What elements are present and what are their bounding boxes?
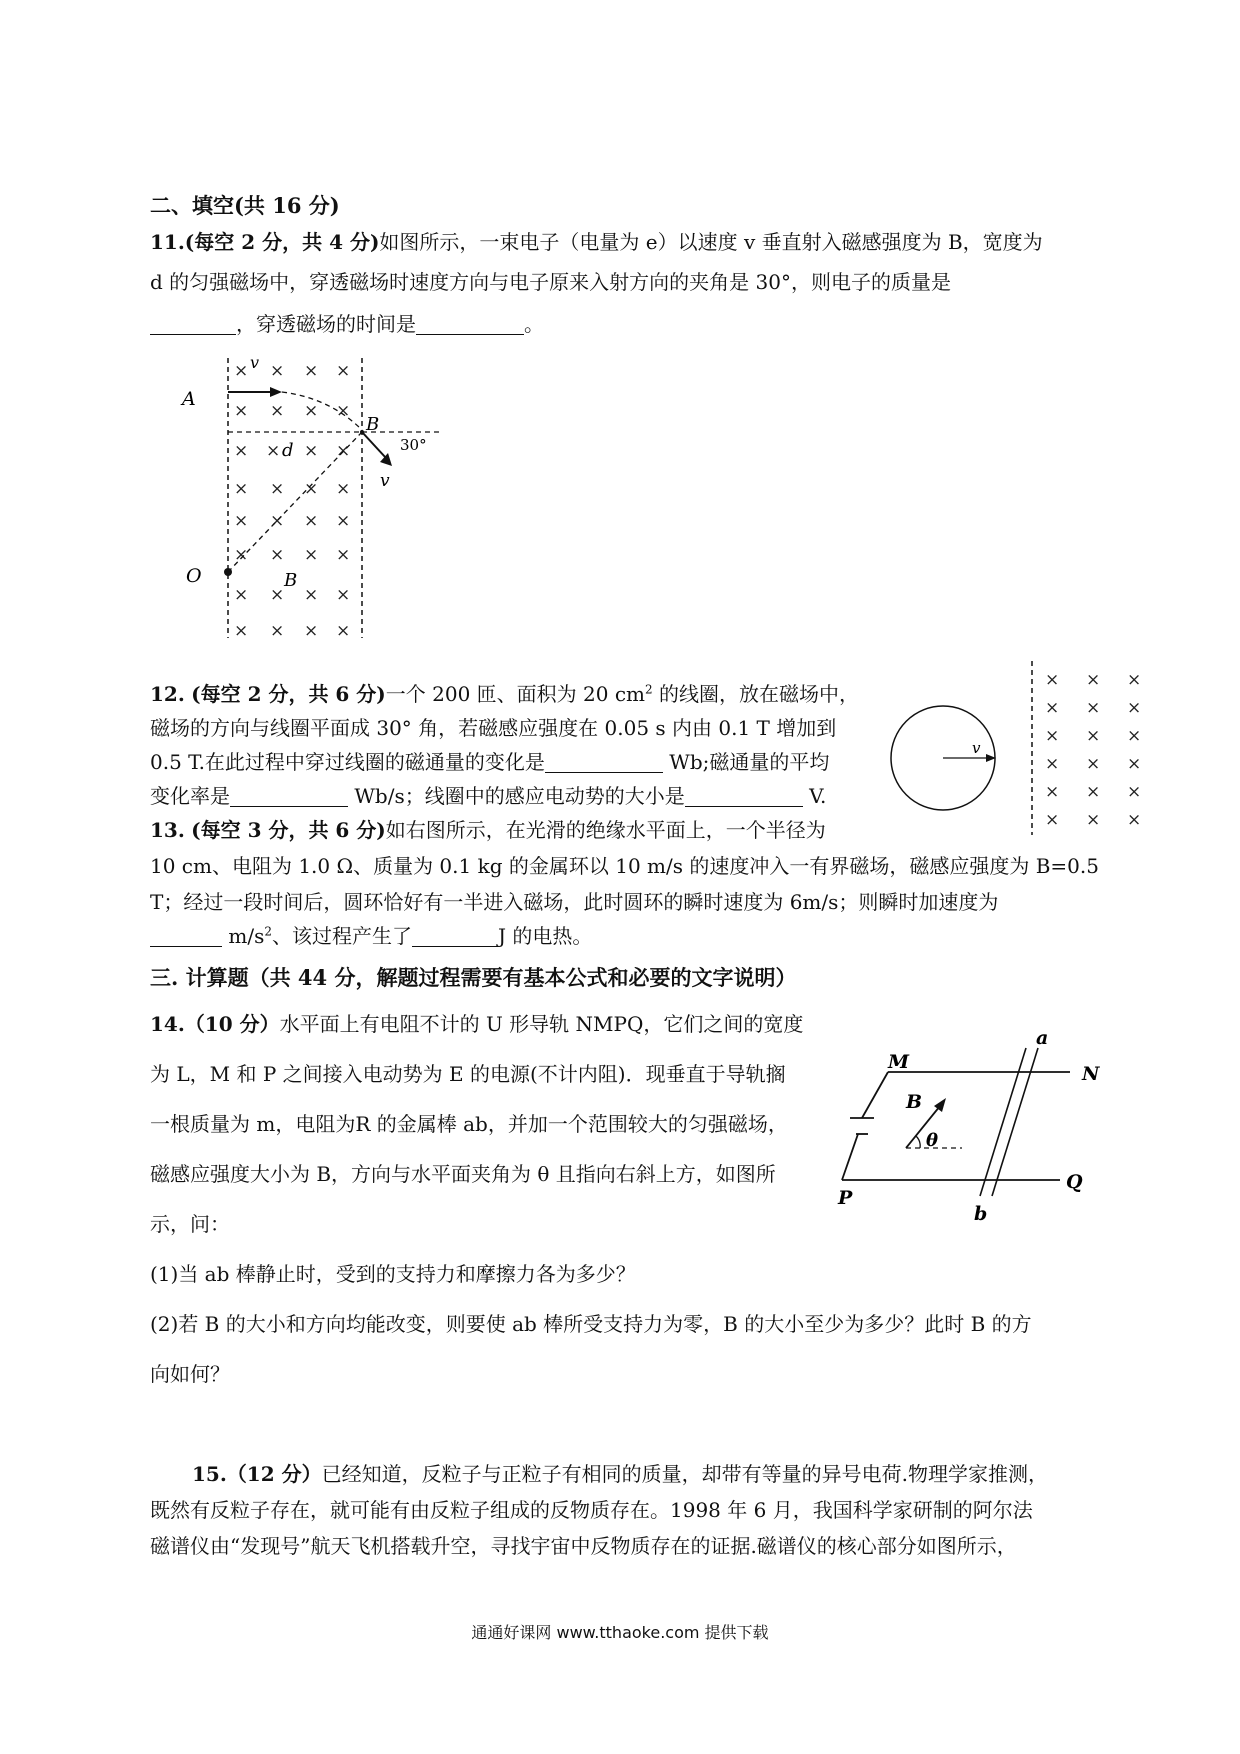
- q14-part-2a: (2)若 B 的大小和方向均能改变，则要使 ab 棒所受支持力为零，B 的大小至少为多少？此时 B 的方: [150, 1312, 1032, 1336]
- q13-figure: [880, 655, 1180, 840]
- cross-mark: ×: [336, 621, 351, 641]
- fig14-label-theta: θ: [926, 1130, 939, 1151]
- cross-mark: ×: [1045, 754, 1060, 774]
- q14-line-4: 磁感应强度大小为 B，方向与水平面夹角为 θ 且指向右斜上方，如图所: [150, 1162, 776, 1186]
- section-2-title: 二、填空(共 16 分): [150, 193, 340, 218]
- q12-text-4-mid: Wb/s；线圈中的感应电动势的大小是: [354, 784, 685, 808]
- q12-line-2: 磁场的方向与线圈平面成 30° 角，若磁感应强度在 0.05 s 内由 0.1 T 增加到: [150, 716, 837, 740]
- cross-mark: ×: [1127, 698, 1142, 718]
- q13-number: 13.: [150, 818, 185, 842]
- cross-mark: ×: [1086, 698, 1101, 718]
- fig11-label-d: d: [282, 440, 294, 461]
- q15-line-3: 磁谱仪由“发现号”航天飞机搭载升空，寻找宇宙中反物质存在的证据.磁谱仪的核心部分如图所示，: [150, 1534, 1017, 1558]
- q12-line-4: [150, 782, 826, 810]
- fig14-label-P: P: [838, 1187, 853, 1209]
- fig11-label-B-bottom: B: [284, 570, 298, 591]
- cross-mark: ×: [234, 545, 249, 565]
- cross-mark: ×: [1127, 670, 1142, 690]
- q14-line-1: [150, 1010, 803, 1038]
- q14-part-2b: 向如何？: [150, 1362, 230, 1386]
- q12-text-3-unit: Wb;磁通量的平均: [669, 750, 830, 774]
- q12-text-1-end: 的线圈，放在磁场中，: [652, 682, 859, 706]
- cross-mark: ×: [304, 361, 319, 381]
- q11-points: (每空 2 分，共 4 分): [184, 230, 380, 254]
- q14-number: 14.: [150, 1012, 185, 1036]
- cross-mark: ×: [234, 511, 249, 531]
- fig11-label-v-top: v: [250, 353, 260, 372]
- fig14-label-a: a: [1036, 1027, 1049, 1049]
- q13-points: (每空 3 分，共 6 分): [191, 818, 386, 842]
- cross-mark: ×: [1086, 754, 1101, 774]
- fig11-label-B-top: B: [366, 414, 380, 435]
- cross-mark: ×: [304, 621, 319, 641]
- cross-mark: ×: [1045, 782, 1060, 802]
- cross-mark: ×: [1086, 670, 1101, 690]
- cross-mark: ×: [1127, 754, 1142, 774]
- q15-line-2: 既然有反粒子存在，就可能有由反粒子组成的反物质存在。1998 年 6 月，我国科学家研制的阿尔法: [150, 1498, 1033, 1522]
- q15-line-1: [192, 1460, 1048, 1488]
- q13-line-1: [150, 816, 826, 844]
- q11-blank-mass[interactable]: [150, 312, 236, 335]
- cross-mark: ×: [1045, 698, 1060, 718]
- fig11-label-O: O: [186, 565, 202, 587]
- cross-mark: ×: [270, 511, 285, 531]
- fig14-label-Q: Q: [1066, 1171, 1083, 1193]
- cross-mark: ×: [336, 511, 351, 531]
- section-3-title: 三. 计算题（共 44 分，解题过程需要有基本公式和必要的文字说明）: [150, 965, 797, 990]
- q11-blank-time[interactable]: [416, 312, 524, 335]
- q13-text-4-unit: m/s: [228, 924, 265, 948]
- cross-mark: ×: [1086, 810, 1101, 830]
- q11-line-1: [150, 228, 1043, 256]
- cross-mark: ×: [234, 361, 249, 381]
- cross-mark: ×: [1045, 810, 1060, 830]
- q12-line-3: [150, 748, 829, 776]
- cross-mark: ×: [304, 441, 319, 461]
- cross-mark: ×: [336, 479, 351, 499]
- q11-line-2: d 的匀强磁场中，穿透磁场时速度方向与电子原来入射方向的夹角是 30°，则电子的质量是: [150, 270, 951, 294]
- q14-line-3: 一根质量为 m，电阻为R 的金属棒 ab，并加一个范围较大的匀强磁场，: [150, 1112, 788, 1136]
- q12-text-4-end: V.: [809, 784, 827, 808]
- q14-figure: [838, 1027, 1120, 1230]
- q14-text-1: 水平面上有电阻不计的 U 形导轨 NMPQ，它们之间的宽度: [279, 1012, 804, 1036]
- cross-mark: ×: [336, 361, 351, 381]
- fig13-label-v: v: [972, 739, 981, 757]
- q13-text-4-end: J 的电热。: [497, 924, 593, 948]
- cross-mark: ×: [234, 621, 249, 641]
- cross-mark: ×: [270, 361, 285, 381]
- q13-line-3: T；经过一段时间后，圆环恰好有一半进入磁场，此时圆环的瞬时速度为 6m/s；则瞬时加速度为: [150, 890, 999, 914]
- q15-points: （12 分）: [226, 1462, 322, 1486]
- cross-mark: ×: [336, 545, 351, 565]
- fig11-label-A: A: [182, 388, 196, 410]
- cross-mark: ×: [1086, 782, 1101, 802]
- cross-mark: ×: [1127, 782, 1142, 802]
- cross-mark: ×: [234, 479, 249, 499]
- cross-mark: ×: [1127, 810, 1142, 830]
- q14-line-2: 为 L，M 和 P 之间接入电动势为 E 的电源(不计内阻)．现垂直于导轨搁: [150, 1062, 786, 1086]
- cross-mark: ×: [336, 585, 351, 605]
- cross-mark: ×: [304, 401, 319, 421]
- cross-mark: ×: [304, 511, 319, 531]
- q12-points: (每空 2 分，共 6 分): [191, 682, 386, 706]
- q12-text-3: 0.5 T.在此过程中穿过线圈的磁通量的变化是: [150, 750, 545, 774]
- q13-line-2: 10 cm、电阻为 1.0 Ω、质量为 0.1 kg 的金属环以 10 m/s 的速度冲入一有界磁场，磁感应强度为 B=0.5: [150, 854, 1099, 878]
- cross-mark: ×: [266, 441, 281, 461]
- q13-text-4-mid: 、该过程产生了: [271, 924, 412, 948]
- q12-blank-emf[interactable]: [685, 784, 803, 807]
- q12-area-exponent: 2: [644, 682, 653, 697]
- q14-points: （10 分）: [184, 1012, 280, 1036]
- cross-mark: ×: [304, 545, 319, 565]
- q14-part-1: (1)当 ab 棒静止时，受到的支持力和摩擦力各为多少？: [150, 1262, 636, 1286]
- q11-text-1: 如图所示，一束电子（电量为 e）以速度 v 垂直射入磁感强度为 B，宽度为: [379, 230, 1043, 254]
- cross-mark: ×: [336, 401, 351, 421]
- q11-line-3: [150, 310, 544, 338]
- q11-figure: [182, 350, 470, 650]
- fig14-label-B: B: [906, 1091, 923, 1113]
- cross-mark: ×: [304, 479, 319, 499]
- q13-unit-exponent: 2: [264, 924, 272, 939]
- q13-line-4: [150, 922, 592, 950]
- cross-mark: ×: [1086, 726, 1101, 746]
- q12-number: 12.: [150, 682, 185, 706]
- cross-mark: ×: [234, 401, 249, 421]
- cross-mark: ×: [1045, 670, 1060, 690]
- q13-blank-acceleration[interactable]: [150, 924, 222, 947]
- fig11-label-angle: 30°: [400, 436, 427, 454]
- q15-text-1: 已经知道，反粒子与正粒子有相同的质量，却带有等量的异号电荷.物理学家推测，: [321, 1462, 1048, 1486]
- cross-mark: ×: [270, 401, 285, 421]
- cross-mark: ×: [1045, 726, 1060, 746]
- cross-mark: ×: [270, 585, 285, 605]
- q13-blank-heat[interactable]: [412, 924, 498, 947]
- cross-mark: ×: [270, 479, 285, 499]
- q12-text-1: 一个 200 匝、面积为 20 cm: [385, 682, 645, 706]
- cross-mark: ×: [336, 441, 351, 461]
- q14-line-5: 示，问：: [150, 1212, 230, 1236]
- fig14-label-N: N: [1082, 1063, 1100, 1085]
- fig14-label-b: b: [974, 1203, 988, 1225]
- q11-text-3-end: 。: [524, 312, 544, 336]
- q12-line-1: [150, 680, 859, 708]
- fig11-label-v: v: [380, 471, 390, 491]
- q13-text-1: 如右图所示，在光滑的绝缘水平面上，一个半径为: [385, 818, 826, 842]
- cross-mark: ×: [304, 585, 319, 605]
- cross-mark: ×: [270, 621, 285, 641]
- q12-blank-flux-change[interactable]: [545, 750, 663, 773]
- q11-text-3: ，穿透磁场的时间是: [236, 312, 416, 336]
- cross-mark: ×: [270, 545, 285, 565]
- q11-number: 11.: [150, 230, 185, 254]
- page-footer: 通通好课网 www.tthaoke.com 提供下载: [471, 1623, 769, 1642]
- q12-text-4: 变化率是: [150, 784, 230, 808]
- cross-mark: ×: [1127, 726, 1142, 746]
- cross-mark: ×: [234, 585, 249, 605]
- fig14-label-M: M: [888, 1051, 910, 1073]
- q12-blank-flux-rate[interactable]: [230, 784, 348, 807]
- cross-mark: ×: [234, 441, 249, 461]
- q15-number: 15.: [192, 1462, 227, 1486]
